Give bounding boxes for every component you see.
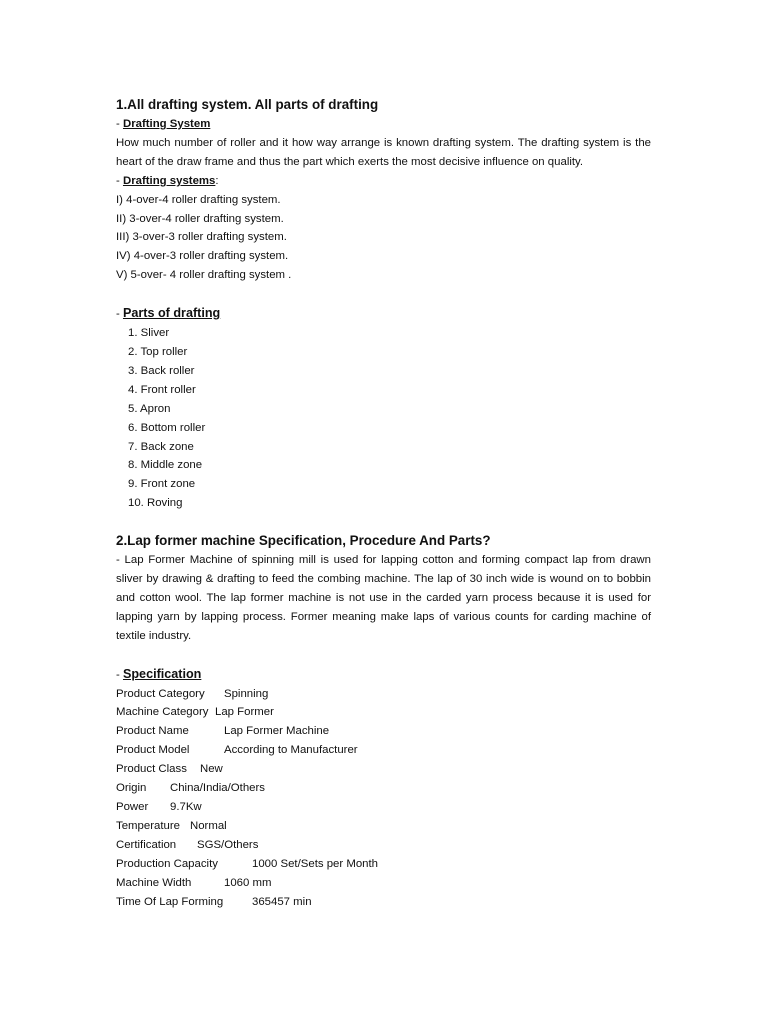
spec-row: [116, 685, 651, 704]
list-item: III) 3-over-3 roller drafting system.: [116, 231, 287, 244]
spec-value: New: [200, 763, 223, 776]
list-item: 10. Roving: [128, 497, 183, 510]
parts-of-drafting-subheading: [116, 304, 651, 324]
spec-row: [116, 893, 651, 912]
spec-key: Certification: [116, 838, 177, 851]
spec-key: Product Class: [116, 763, 187, 776]
spec-row: [116, 855, 651, 874]
drafting-systems-label: Drafting systems: [122, 174, 216, 187]
drafting-systems-subheading: [116, 172, 651, 191]
spec-key: Product Category: [116, 687, 205, 700]
spec-row: [116, 760, 651, 779]
spec-value: Normal: [190, 819, 227, 832]
subheading-prefix: -: [116, 668, 123, 681]
spec-value: SGS/Others: [197, 838, 259, 851]
list-item: 3. Back roller: [128, 364, 195, 377]
list-item: 2. Top roller: [128, 345, 188, 358]
specification-label: Specification: [122, 666, 202, 681]
specification-subheading: [116, 665, 651, 685]
spec-value: Spinning: [224, 687, 269, 700]
list-item: V) 5-over- 4 roller drafting system .: [116, 269, 292, 282]
list-item: 5. Apron: [128, 402, 171, 415]
subheading-prefix: -: [116, 118, 123, 130]
spec-row: [116, 703, 651, 722]
spec-key: Product Model: [116, 744, 190, 757]
list-item: 1. Sliver: [128, 327, 170, 340]
spec-value: Lap Former Machine: [224, 725, 330, 738]
drafting-system-paragraph: How much number of roller and it how way arrange is known drafting system. The drafting system is the heart of the draw frame and thus the part which exerts the most decisive influence on quality.: [116, 136, 651, 168]
list-item: 9. Front zone: [128, 478, 196, 491]
list-item: II) 3-over-4 roller drafting system.: [116, 212, 284, 225]
specification-table: [116, 685, 651, 912]
list-item: 7. Back zone: [128, 440, 194, 453]
spec-key: Time Of Lap Forming: [116, 895, 224, 908]
spec-value: 1060 mm: [224, 876, 272, 889]
list-item: IV) 4-over-3 roller drafting system.: [116, 250, 289, 263]
spec-value: 365457 min: [252, 895, 312, 908]
spec-key: Origin: [116, 782, 147, 795]
spacer: [116, 285, 651, 304]
spec-value: 1000 Set/Sets per Month: [252, 857, 379, 870]
subheading-suffix: :: [215, 174, 219, 187]
section1-heading: 1.All drafting system. All parts of drafting: [116, 97, 379, 112]
spec-row: [116, 836, 651, 855]
spec-key: Power: [116, 801, 149, 813]
list-item: 6. Bottom roller: [128, 421, 206, 434]
spec-key: Production Capacity: [116, 857, 218, 870]
parts-list: [116, 324, 651, 513]
spec-value: According to Manufacturer: [224, 744, 358, 757]
list-item: 8. Middle zone: [128, 459, 203, 472]
spec-row: [116, 779, 651, 798]
spec-row: [116, 798, 651, 817]
parts-of-drafting-label: Parts of drafting: [122, 306, 221, 321]
spacer: [116, 646, 651, 665]
spec-key: Product Name: [116, 725, 189, 738]
spec-key: Machine Width: [116, 876, 192, 889]
spec-key: Machine Category: [116, 706, 209, 719]
spec-value: China/India/Others: [170, 782, 265, 795]
document-page: [116, 96, 651, 911]
drafting-systems-list: [116, 191, 651, 286]
spec-value: Lap Former: [215, 706, 274, 719]
spec-value: 9.7Kw: [170, 801, 202, 813]
spacer: [116, 513, 651, 532]
subheading-prefix: -: [116, 174, 123, 187]
spec-key: Temperature: [116, 819, 180, 832]
drafting-system-label: Drafting System: [122, 118, 211, 130]
lap-former-paragraph: - Lap Former Machine of spinning mill is used for lapping cotton and forming compact lap from drawn sliver by drawing & drafting to feed the combing machine. The lap of 30 inch wide is wound on to bobbin and cotton wool. The lap former machine is not use in the carded yarn process because it is used for lapping yarn by lapping process. Former meaning make laps of various counts for carding machine of textile industry.: [116, 554, 651, 642]
spec-row: [116, 741, 651, 760]
list-item: 4. Front roller: [128, 383, 196, 396]
drafting-system-subheading: [116, 115, 651, 134]
section2-heading: 2.Lap former machine Specification, Procedure And Parts?: [116, 533, 491, 549]
subheading-prefix: -: [116, 308, 123, 321]
list-item: I) 4-over-4 roller drafting system.: [116, 193, 281, 206]
spec-row: [116, 817, 651, 836]
spec-row: [116, 722, 651, 741]
spec-row: [116, 874, 651, 893]
